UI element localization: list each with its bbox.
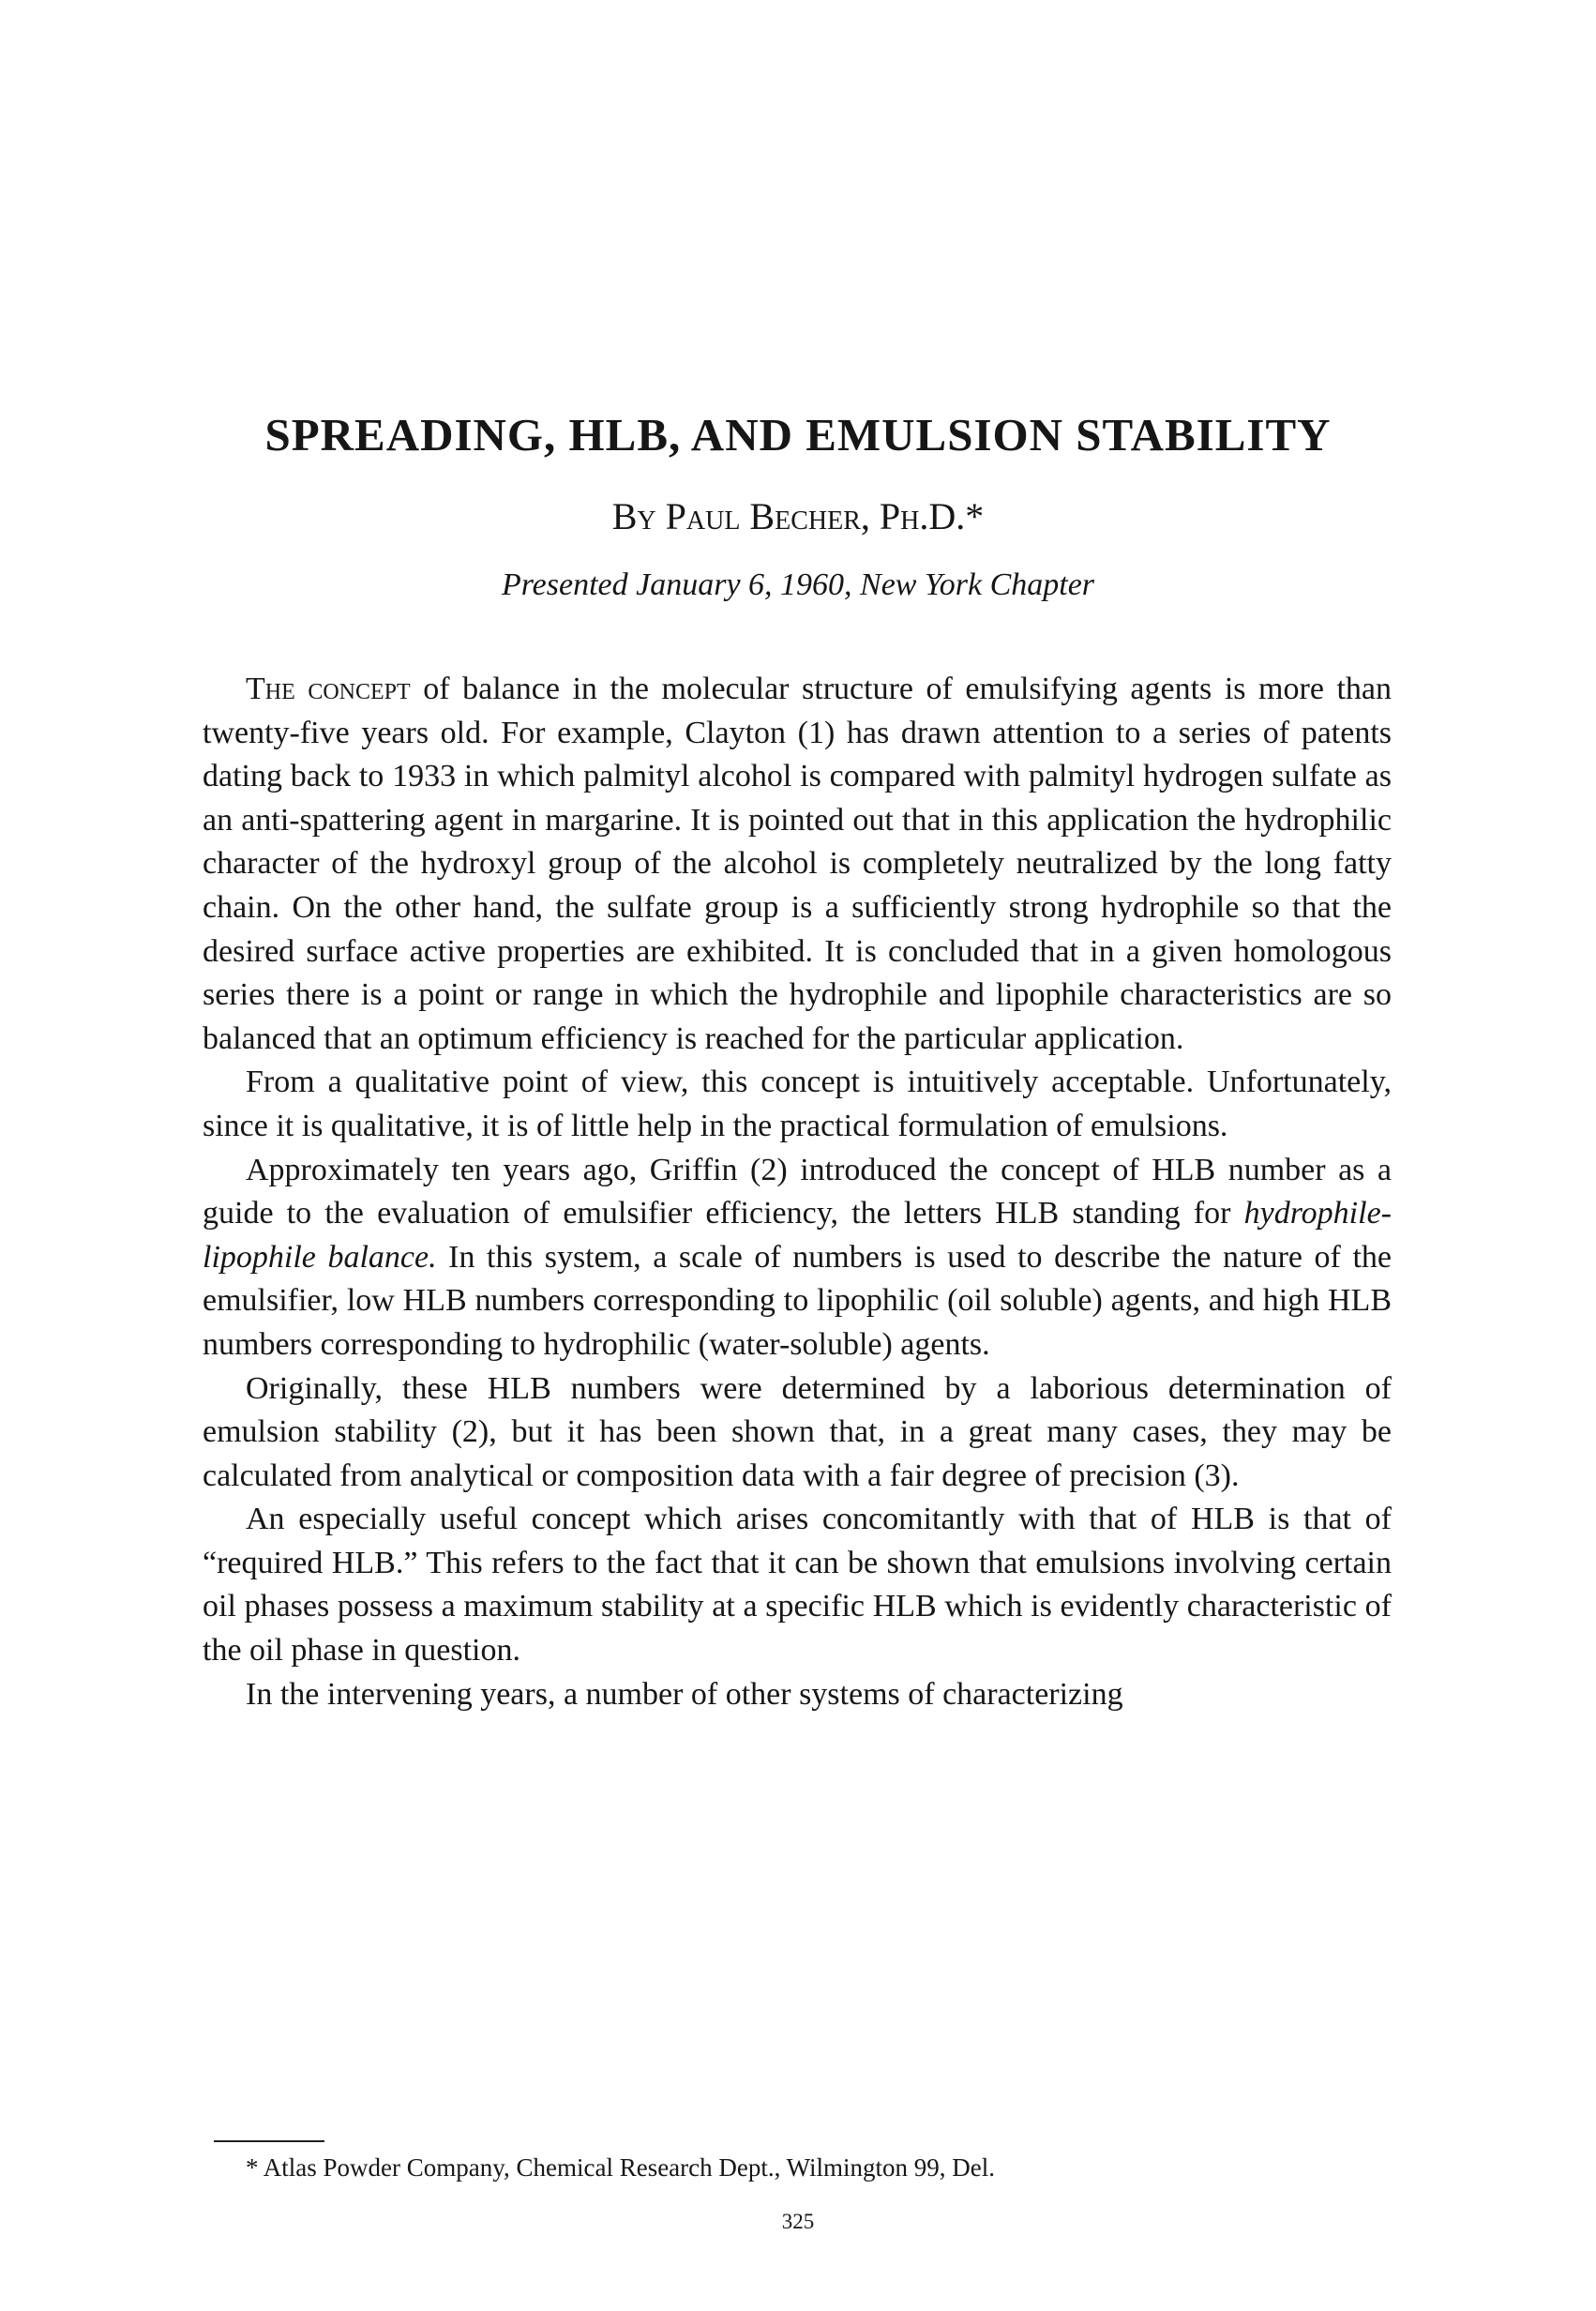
- paragraph: [203, 1673, 1392, 1717]
- paragraph-text: Approximately ten years ago, Griffin (2) introduced the concept of HLB number as a guide to the evaluation of emulsifier efficiency, the letters HLB standing for: [203, 1152, 1392, 1231]
- article-body: [203, 668, 1392, 1716]
- paragraph: [203, 668, 1392, 1061]
- paragraph-emphasis: hydrophile-lipophile balance.: [203, 1196, 1392, 1275]
- footnote: * Atlas Powder Company, Chemical Research Dept., Wilmington 99, Del.: [246, 2153, 996, 2182]
- paragraph-text: Originally, these HLB numbers were determined by a laborious determination of emulsion stability (2), but it has been shown that, in a great many cases, they may be calculated from analytical or composition data with a fair degree of precision (3).: [203, 1370, 1392, 1493]
- paragraph-text: In this system, a scale of numbers is used to describe the nature of the emulsifier, low HLB numbers corresponding to lipophilic (oil soluble) agents, and high HLB numbers corresponding to hydrophilic (water-soluble) agents.: [203, 1239, 1392, 1362]
- author-byline: By Paul Becher, Ph.D.*: [611, 495, 985, 537]
- article-title: SPREADING, HLB, AND EMULSION STABILITY: [264, 409, 1332, 461]
- page-number: 325: [781, 2210, 815, 2233]
- byline-prefix: By: [611, 495, 656, 537]
- paragraph: [203, 1498, 1392, 1672]
- paragraph: [203, 1061, 1392, 1148]
- author-footnote-mark: *: [965, 495, 985, 537]
- paragraph-text: In the intervening years, a number of other systems of characterizing: [246, 1676, 1123, 1712]
- author-degree: Ph.D.: [879, 495, 966, 537]
- paragraph-lead-caps: The concept: [246, 672, 411, 706]
- author-name: Paul Becher: [665, 495, 861, 537]
- paragraph-text: An especially useful concept which arises concomitantly with that of HLB is that of “required HLB.” This refers to the fact that it can be shown that emulsions involving certain oil phases possess a maximum stability at a specific HLB which is evidently characteristic of the oil phase in question.: [203, 1502, 1392, 1669]
- paragraph-text: of balance in the molecular structure of emulsifying agents is more than twenty-five years old. For example, Clayton (1) has drawn attention to a series of patents dating back to 1933 in which palmityl alcohol is compared with palmityl hydrogen sulfate as an anti-spattering agent in margarine. It is pointed out that in this application the hydrophilic character of the hydroxyl group of the alcohol is completely neutralized by the long fatty chain. On the other hand, the sulfate group is a sufficiently strong hydrophile so that the desired surface active properties are exhibited. It is concluded that in a given homologous series there is a point or range in which the hydrophile and lipophile characteristics are so balanced that an optimum efficiency is reached for the particular application.: [203, 672, 1393, 1056]
- paragraph: [203, 1367, 1392, 1499]
- presentation-note: Presented January 6, 1960, New York Chapter: [501, 567, 1095, 602]
- footnote-divider: [214, 2140, 324, 2142]
- paragraph-text: From a qualitative point of view, this concept is intuitively acceptable. Unfortunately, since it is qualitative, it is of little help in the practical formulation of emulsions.: [203, 1065, 1392, 1143]
- paragraph: [203, 1149, 1392, 1367]
